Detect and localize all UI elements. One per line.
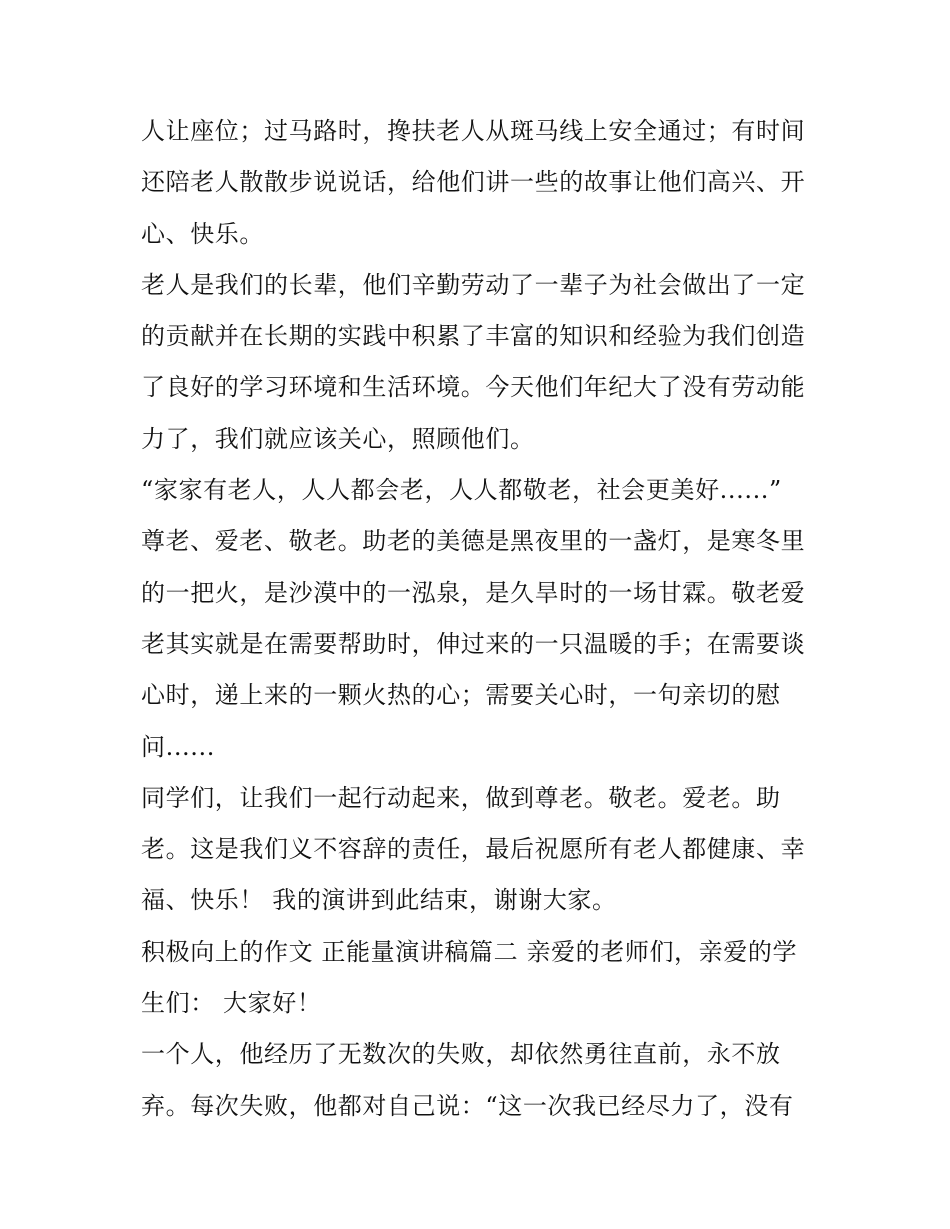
text-line: 的一把火，是沙漠中的一泓泉，是久旱时的一场甘霖。敬老爱 xyxy=(141,578,806,607)
document-body xyxy=(141,106,821,1132)
text-line: 心时，递上来的一颗火热的心；需要关心时，一句亲切的慰 xyxy=(141,681,781,710)
text-line: 老其实就是在需要帮助时，伸过来的一只温暖的手；在需要谈 xyxy=(141,629,806,658)
text-line: 福、快乐！ 我的演讲到此结束，谢谢大家。 xyxy=(141,886,617,915)
text-line: 心、快乐。 xyxy=(141,219,264,248)
text-line: 还陪老人散散步说说话，给他们讲一些的故事让他们高兴、开 xyxy=(141,168,806,197)
text-line: 人让座位；过马路时，搀扶老人从斑马线上安全通过；有时间 xyxy=(141,117,806,145)
text-line: “家家有老人，人人都会老，人人都敬老，社会更美好......” xyxy=(141,476,782,505)
text-line: 生们： 大家好！ xyxy=(141,989,322,1018)
text-line: 积极向上的作文 正能量演讲稿篇二 亲爱的老师们，亲爱的学 xyxy=(141,937,798,966)
text-line: 弃。每次失败，他都对自己说：“这一次我已经尽力了，没有 xyxy=(141,1091,794,1120)
text-line: 力了，我们就应该关心，照顾他们。 xyxy=(141,424,535,453)
text-line: 的贡献并在长期的实践中积累了丰富的知识和经验为我们创造 xyxy=(141,322,806,351)
text-line: 一个人，他经历了无数次的失败，却依然勇往直前，永不放 xyxy=(141,1040,781,1069)
text-line: 问...... xyxy=(141,732,215,761)
text-line: 老。这是我们义不容辞的责任，最后祝愿所有老人都健康、幸 xyxy=(141,835,806,864)
text-line: 了良好的学习环境和生活环境。今天他们年纪大了没有劳动能 xyxy=(141,373,806,402)
text-line: 尊老、爱老、敬老。助老的美德是黑夜里的一盏灯，是寒冬里 xyxy=(141,527,806,556)
text-line: 同学们，让我们一起行动起来，做到尊老。敬老。爱老。助 xyxy=(141,783,781,812)
text-line: 老人是我们的长辈，他们辛勤劳动了一辈子为社会做出了一定 xyxy=(141,270,806,299)
